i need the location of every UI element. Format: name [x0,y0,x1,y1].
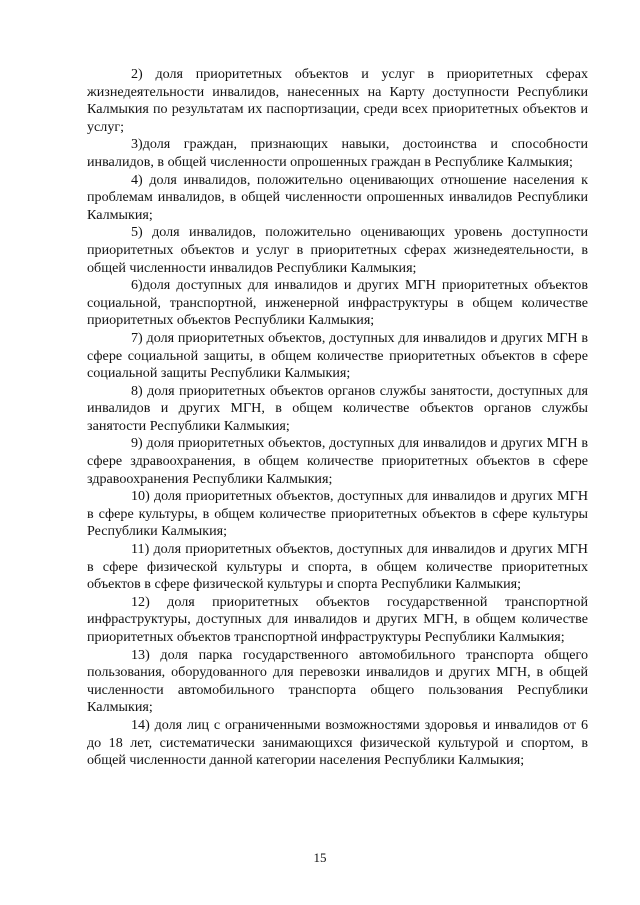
list-item: 6)доля доступных для инвалидов и других МГН приоритетных объектов социальной, транспортной, инженерной инфраструктуры в общем количестве приоритетных объектов Республики Калмыкия; [87,277,588,329]
list-item: 11) доля приоритетных объектов, доступных для инвалидов и других МГН в сфере физической культуры и спорта, в общем количестве приоритетных объектов в сфере физической культуры и спорта Республики Калмыкия; [87,541,588,593]
list-item: 14) доля лиц с ограниченными возможностями здоровья и инвалидов от 6 до 18 лет, систематически занимающихся физической культурой и спортом, в общей численности данной категории населения Республики Калмыкия; [87,716,588,769]
list-item: 10) доля приоритетных объектов, доступных для инвалидов и других МГН в сфере культуры, в общем количестве приоритетных объектов в сфере культуры Республики Калмыкия; [87,488,588,540]
list-item: 5) доля инвалидов, положительно оценивающих уровень доступности приоритетных объектов и услуг в приоритетных сферах жизнедеятельности, в общей численности инвалидов Республики Калмыкия; [87,224,588,276]
list-item: 2) доля приоритетных объектов и услуг в приоритетных сферах жизнедеятельности инвалидов, нанесенных на Карту доступности Республики Калмыкия по результатам их паспортизации, среди всех приоритетных объектов и услуг; [87,66,588,135]
list-item: 7) доля приоритетных объектов, доступных для инвалидов и других МГН в сфере социальной защиты, в общем количестве приоритетных объектов в сфере социальной защиты Республики Калмыкия; [87,329,588,382]
list-item: 13) доля парка государственного автомобильного транспорта общего пользования, оборудованного для перевозки инвалидов и других МГН, в общей численности автомобильного транспорта общего пользования Республики Калмыкия; [87,646,588,716]
list-item: 8) доля приоритетных объектов органов службы занятости, доступных для инвалидов и других МГН, в общем количестве объектов органов службы занятости Республики Калмыкия; [87,382,588,434]
list-item: 9) доля приоритетных объектов, доступных для инвалидов и других МГН в сфере здравоохранения, в общем количестве приоритетных объектов в сфере здравоохранения Республики Калмыкия; [87,435,588,487]
page-number: 15 [313,850,327,865]
list-item: 3)доля граждан, признающих навыки, достоинства и способности инвалидов, в общей численности опрошенных граждан в Республике Калмыкия; [87,136,588,170]
list-item: 4) доля инвалидов, положительно оценивающих отношение населения к проблемам инвалидов, в общей численности опрошенных инвалидов Республики Калмыкия; [87,171,588,223]
list-item: 12) доля приоритетных объектов государственной транспортной инфраструктуры, доступных для инвалидов и других МГН, в общем количестве приоритетных объектов транспортной инфраструктуры Республики Калмыкия; [87,593,588,645]
